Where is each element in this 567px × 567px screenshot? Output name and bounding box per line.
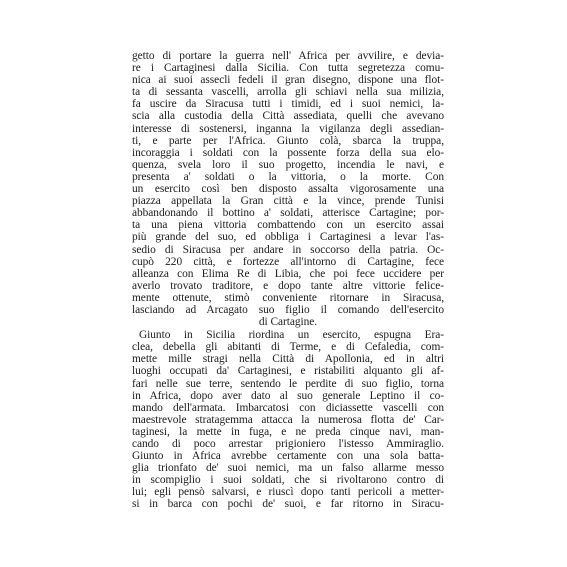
- text-line: incoraggia i soldati con la possente forza della sua elo-: [132, 146, 444, 159]
- text-line: mente ottenute, stimò conveniente ritornare in Siracusa,: [132, 291, 444, 304]
- text-line: averlo trovato traditore, e dopo tante altre vittorie felice-: [132, 279, 444, 292]
- text-line: nica ai suoi assecli fedeli il gran disegno, dispone una flot-: [132, 74, 444, 87]
- text-line: mando dell'armata. Imbarcatosi con diciassette vascelli con: [132, 401, 444, 414]
- text-line: Giunto in Africa avrebbe certamente con una sola batta-: [132, 450, 444, 463]
- text-line: un esercito così ben disposto assalta vigorosamente una: [132, 183, 444, 196]
- text-line: alleanza con Elima Re di Libia, che poi fece uccidere per: [132, 267, 444, 280]
- text-line: quenza, svela loro il suo progetto, incendia le navi, e: [132, 158, 444, 171]
- text-line: taginesi, la mette in fuga, e ne preda cinque navi, man-: [132, 425, 444, 438]
- text-line: ta di sessanta vascelli, arrolla gli schiavi nella sua milizia,: [132, 86, 444, 99]
- text-line: maestrevole stratagemma attacca la numerosa flotta de' Car-: [132, 413, 444, 426]
- text-line: sedio di Siracusa per andare in soccorso della patria. Oc-: [132, 243, 444, 256]
- text-line: Giunto in Sicilia riordina un esercito, espugna Era-: [139, 329, 444, 342]
- text-line: abbandonando il bottino a' soldati, atterisce Cartagine; por-: [132, 207, 444, 220]
- text-line: presenta a' soldati o la vittoria, o la morte. Con: [132, 170, 444, 183]
- text-line: cupò 220 città, e fortezze all'intorno di Cartagine, fece: [132, 255, 444, 268]
- text-line: mette mille stragi nella Città di Apollonia, ed in altri: [132, 353, 444, 366]
- text-line: re i Cartaginesi dalla Sicilia. Con tutta segretezza comu-: [132, 62, 444, 75]
- text-line: clea, debella gli abitanti di Terme, e di Cefaledia, com-: [132, 341, 444, 354]
- text-line: ti, e parte per l'Africa. Giunto colà, sbarca la truppa,: [132, 134, 444, 147]
- text-line: piazza appellata la Gran città e la vince, prende Tunisi: [132, 195, 444, 208]
- text-line: luoghi occupati da' Cartaginesi, e ristabiliti alquanto gli af-: [132, 365, 444, 378]
- text-line: lasciando ad Arcagato suo figlio il comando dell'esercito: [132, 303, 444, 316]
- text-line: getto di portare la guerra nell' Africa per avvilire, e devia-: [132, 50, 444, 62]
- text-line: glia trionfato de' suoi nemici, ma un falso allarme messo: [132, 462, 444, 475]
- text-line: di Cartagine.: [258, 316, 318, 329]
- text-line: in scompiglio i suoi soldati, che si rivoltarono contro di: [132, 474, 444, 487]
- text-line: più grande del suo, ed obbliga i Cartaginesi a levar l'as-: [132, 231, 444, 244]
- text-line: fari nelle sue terre, sentendo le perdite di suo figlio, torna: [132, 377, 444, 390]
- text-line: scia alla custodia della Città assediata, quelli che avevano: [132, 110, 444, 123]
- page-text: [132, 50, 444, 511]
- text-line: in Africa, dopo aver dato al suo generale Leptino il co-: [132, 389, 444, 402]
- text-line: ta una piena vittoria combattendo con un esercito assai: [132, 219, 444, 232]
- text-line: lui; egli pensò salvarsi, e riuscì dopo tanti pericoli a metter-: [132, 486, 444, 499]
- text-line: cando di poco arrestar prigioniero l'istesso Ammiraglio.: [132, 438, 444, 450]
- text-line: interesse di sostenersi, inganna la vigilanza degli assedian-: [132, 122, 444, 135]
- text-line: fa uscire da Siracusa tutti i timidi, ed i suoi nemici, la-: [132, 98, 444, 111]
- text-line: si in barca con pochi de' suoi, e far ritorno in Siracu-: [132, 498, 444, 511]
